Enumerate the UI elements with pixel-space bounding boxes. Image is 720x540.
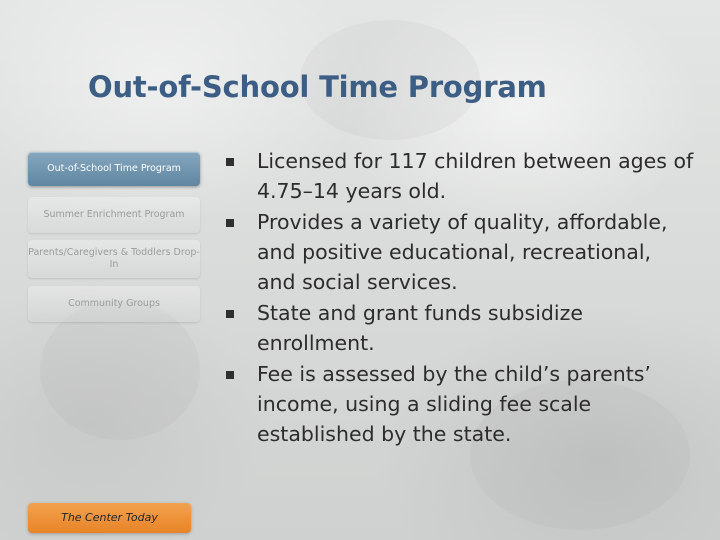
list-item	[226, 146, 696, 206]
square-bullet-icon	[226, 371, 234, 379]
square-bullet-icon	[226, 158, 234, 166]
nav-item-parents-caregivers-toddlers-drop-in[interactable]: Parents/Caregivers & Toddlers Drop-In	[28, 240, 200, 278]
bullet-text: Licensed for 117 children between ages of 4.75–14 years old.	[257, 149, 694, 203]
bullet-text: Provides a variety of quality, affordable, and positive educational, recreational, and social services.	[257, 210, 668, 294]
square-bullet-icon	[226, 310, 234, 318]
bullet-list	[226, 146, 696, 450]
nav-item-summer-enrichment-program[interactable]: Summer Enrichment Program	[28, 197, 200, 233]
nav-item-out-of-school-time-program[interactable]: Out-of-School Time Program	[28, 152, 200, 186]
list-item	[226, 207, 696, 297]
list-item	[226, 359, 696, 449]
list-item	[226, 298, 696, 358]
square-bullet-icon	[226, 219, 234, 227]
bullet-text: State and grant funds subsidize enrollment.	[257, 301, 583, 355]
nav-item-community-groups[interactable]: Community Groups	[28, 286, 200, 322]
bullet-text: Fee is assessed by the child’s parents’ income, using a sliding fee scale established by the state.	[257, 362, 651, 446]
slide-title: Out-of-School Time Program	[88, 70, 547, 104]
nav-item-the-center-today[interactable]: The Center Today	[28, 503, 191, 533]
